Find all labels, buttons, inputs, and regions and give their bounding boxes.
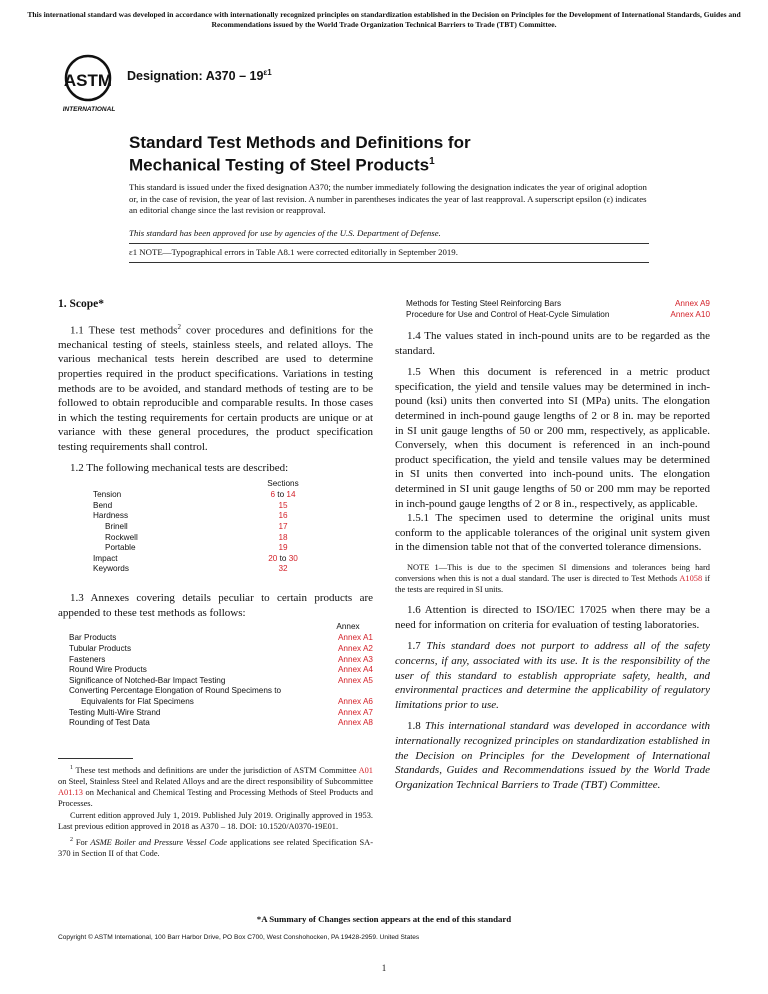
paragraph-1-8: 1.8 This international standard was developed in accordance with internationally recognized principles on standardization established in the Decision on Principles for the Development of International Standards, Guides and Recommendations issued by the World Trade Organization Technical Barriers to Trade (TBT) Committee. <box>395 720 711 791</box>
annex-link[interactable]: Annex A5 <box>337 675 373 685</box>
section-heading-scope: 1. Scope* <box>58 298 104 310</box>
table-row <box>69 686 373 707</box>
section-link[interactable]: 6 <box>270 490 276 500</box>
link-a01[interactable]: A01 <box>358 766 373 776</box>
note-1: NOTE 1—This is due to the specimen SI dimensions and tolerances being hard conversions when this is not a dual standard. The user is directed to Test Methods A1058 if the tests are required in SI units. <box>395 562 710 594</box>
table-row <box>69 708 373 719</box>
tests-table-header: Sections <box>267 479 299 489</box>
section-link[interactable]: 17 <box>278 521 288 531</box>
section-link[interactable]: 16 <box>278 511 288 521</box>
table-row <box>93 564 333 575</box>
designation-epsilon: ε1 <box>263 68 272 77</box>
table-row <box>69 676 373 687</box>
table-row <box>93 501 333 512</box>
annex-link[interactable]: Annex A7 <box>337 707 373 717</box>
edition-note: Current edition approved July 1, 2019. Published July 2019. Originally approved in 1953. Last previous edition approved in 2018 as A370 – 18. DOI: 10.1520/A0370-19E01. <box>58 811 373 832</box>
annex-link[interactable]: Annex A3 <box>337 654 373 664</box>
issued-statement: This standard is issued under the fixed designation A370; the number immediately following the designation indicates the year of original adoption or, in the case of revision, the year of last revision. A number in parentheses indicates the year of last reapproval. A superscript epsilon (ε) indicates an editorial change since the last revision or reapproval. <box>129 182 647 215</box>
summary-of-changes-note: *A Summary of Changes section appears at the end of this standard <box>256 914 512 924</box>
section-reference <box>253 511 313 522</box>
test-name: Hardness <box>93 511 129 521</box>
table-row <box>93 533 333 544</box>
designation <box>127 68 272 83</box>
paragraph-1-7: 1.7 This standard does not purport to address all of the safety concerns, if any, associated with its use. It is the responsibility of the user of this standard to establish appropriate safety, health, and environmental practices and determine the applicability of regulatory limitations prior to use. <box>395 640 711 711</box>
title-line-1: Standard Test Methods and Definitions for <box>129 133 471 152</box>
test-name: Impact <box>93 553 118 563</box>
designation-label: Designation: A370 <box>127 69 236 84</box>
section-link[interactable]: 19 <box>278 543 288 553</box>
document-title <box>129 133 669 175</box>
top-notice: This international standard was developed in accordance with internationally recognized principles on standardization established in the Decision on Principles for the Development of International Standards, Guides and Recommendations issued by the World Trade Organization Technical Barriers to Trade (TBT) Committee. <box>27 10 741 29</box>
section-reference: 6 to 14 <box>270 490 296 500</box>
designation-year: – 19 <box>235 69 264 84</box>
tests-table <box>58 479 373 591</box>
annex-name-continued: Equivalents for Flat Specimens <box>81 696 194 706</box>
annex-name: Bar Products <box>69 633 117 643</box>
epsilon-note: ε1 NOTE—Typographical errors in Table A8.1 were corrected editorially in September 2019. <box>129 247 458 257</box>
test-name: Brinell <box>105 521 128 531</box>
section-reference <box>253 522 313 533</box>
paragraph-1-3: 1.3 Annexes covering details peculiar to certain products are appended to these test methods as follows: <box>58 592 373 619</box>
annex-name: Procedure for Use and Control of Heat-Cycle Simulation <box>406 309 610 319</box>
test-name: Tension <box>93 490 122 500</box>
paragraph-1-4: 1.4 The values stated in inch-pound units are to be regarded as the standard. <box>395 330 710 357</box>
table-row <box>93 543 333 554</box>
section-link[interactable]: 20 <box>268 553 278 563</box>
annex-link[interactable]: Annex A2 <box>337 643 373 653</box>
paragraph-1-6: 1.6 Attention is directed to ISO/IEC 17025 when there may be a need for information on criteria for evaluation of testing laboratories. <box>395 604 710 631</box>
page-number: 1 <box>381 963 387 973</box>
annex-name: Fasteners <box>69 654 106 664</box>
test-name: Rockwell <box>105 532 138 542</box>
section-reference: 20 to 30 <box>268 553 298 563</box>
copyright: Copyright © ASTM International, 100 Barr Harbor Drive, PO Box C700, West Conshohocken, PA 19428-2959. United States <box>58 934 420 941</box>
footnote-1: $^1$ These test methods and definitions are under the jurisdiction of ASTM Committee A01 on Steel, Stainless Steel and Related Alloys and are the direct responsibility of Subcommittee A01.13 on Mechanical and Chemical Testing and Processing Methods of Steel Products and Processes. <box>58 765 373 808</box>
annex-table-header: Annex <box>336 622 360 632</box>
annex-table-continued <box>406 299 710 323</box>
section-link[interactable]: 30 <box>288 553 298 563</box>
svg-text:ASTM: ASTM <box>63 71 113 90</box>
annex-link[interactable]: Annex A8 <box>337 718 373 728</box>
table-row <box>93 490 333 501</box>
annex-link[interactable]: Annex A4 <box>337 665 373 675</box>
paragraph-1-5: 1.5 When this document is referenced in a metric product specification, the yield and tensile values may be determined in inch-pound (ksi) units then converted into SI (MPa) units. The elongation determined in inch-pound gauge lengths of 2 or 8 in. may be reported in SI unit gauge lengths of 50 or 200 mm, respectively, as applicable. Conversely, when this document is referenced in an inch-pound product specification, the yield and tensile values may be determined in SI units then converted into inch-pound units. The elongation determined in SI unit gauge lengths of 50 or 200 mm may be reported in inch-pound gauge lengths of 2 or 8 in., respectively, as applicable. <box>395 366 710 510</box>
section-reference <box>253 533 313 544</box>
annex-link[interactable]: Annex A9 <box>674 299 710 308</box>
section-link[interactable]: 14 <box>286 490 296 500</box>
link-a01-13[interactable]: A01.13 <box>58 787 83 797</box>
annex-name: Tubular Products <box>69 643 132 653</box>
test-name: Portable <box>105 543 136 553</box>
paragraph-1-5-1: 1.5.1 The specimen used to determine the original units must conform to the applicable tolerances of the original unit system given in the dimension table not that of the converted tolerance dimensions. <box>395 512 710 554</box>
test-name: Keywords <box>93 564 129 574</box>
annex-name: Methods for Testing Steel Reinforcing Bars <box>406 299 562 308</box>
table-row <box>69 633 373 644</box>
annex-name: Testing Multi-Wire Strand <box>69 707 161 717</box>
table-row <box>93 511 333 522</box>
annex-link[interactable]: Annex A1 <box>337 633 373 643</box>
table-row <box>69 665 373 676</box>
annex-link[interactable]: Annex A6 <box>337 696 373 706</box>
table-row <box>69 718 373 729</box>
table-row <box>406 299 710 310</box>
table-row <box>69 655 373 666</box>
table-row <box>406 310 710 321</box>
table-row <box>93 554 333 565</box>
table-row <box>93 522 333 533</box>
title-line-2: Mechanical Testing of Steel Products <box>129 155 430 175</box>
section-link[interactable]: 18 <box>278 532 288 542</box>
dod-approval: This standard has been approved for use by agencies of the U.S. Department of Defense. <box>129 228 441 238</box>
section-link[interactable]: 15 <box>278 500 288 510</box>
annex-name: Converting Percentage Elongation of Round Specimens to <box>69 686 282 696</box>
paragraph-1-2: 1.2 The following mechanical tests are described: <box>70 461 289 474</box>
annex-name: Significance of Notched-Bar Impact Testing <box>69 675 226 685</box>
section-link[interactable]: 32 <box>278 564 288 574</box>
divider <box>129 262 649 263</box>
annex-link[interactable]: Annex A10 <box>670 309 710 319</box>
test-name: Bend <box>93 500 113 510</box>
section-reference <box>253 501 313 512</box>
right-column <box>395 299 710 792</box>
astm-logo <box>58 52 122 114</box>
annex-table <box>58 622 373 740</box>
footnote-2: $^2$ For ASME Boiler and Pressure Vessel Code applications see related Specification SA-370 in Section II of that Code. <box>58 836 374 858</box>
table-row <box>69 644 373 655</box>
footnote-rule <box>58 758 133 759</box>
annex-name: Rounding of Test Data <box>69 718 150 728</box>
section-reference <box>253 564 313 575</box>
left-column <box>58 297 373 859</box>
svg-text:INTERNATIONAL: INTERNATIONAL <box>62 106 116 113</box>
divider <box>129 243 649 244</box>
annex-name: Round Wire Products <box>69 665 147 675</box>
paragraph-1-1: 1.1 These test methods$^2$ cover procedures and definitions for the mechanical testing of steels, stainless steels, and related alloys. The various mechanical tests herein described are used to determine properties required in the product specifications. Variations in testing methods are to be avoided, and standard methods of testing are to be followed to obtain reproducible and comparable results. In those cases in which the testing requirements for certain products are unique or at variance with these general procedures, the product specification testing requirements shall control. <box>58 322 373 453</box>
title-footnote-mark: 1 <box>429 156 435 167</box>
section-reference <box>253 543 313 554</box>
link-a1058[interactable]: A1058 <box>679 573 703 583</box>
